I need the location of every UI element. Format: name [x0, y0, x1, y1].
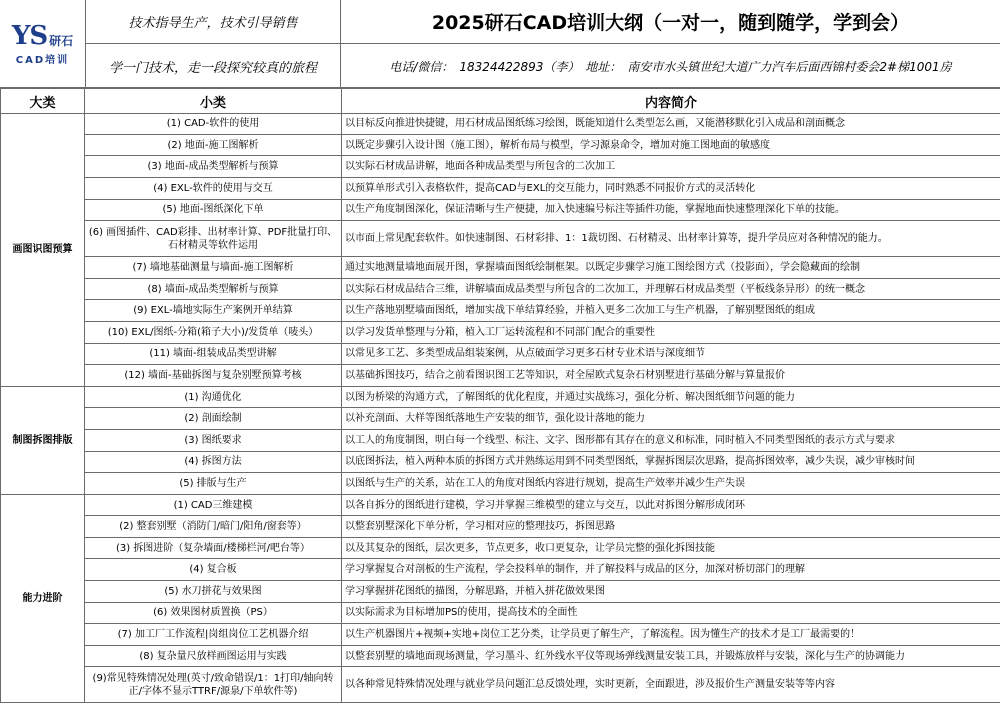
subcategory-cell: (9) EXL-墙地实际生产案例开单结算	[85, 300, 342, 322]
description-cell: 以实际石材成品结合三维，讲解墙面成品类型与所包含的二次加工，并理解石材成品类型（平板线条异形）的统一概念	[342, 278, 1000, 300]
table-row	[1, 581, 1000, 603]
table-row	[1, 451, 1000, 473]
table-row	[1, 300, 1000, 322]
table-row	[1, 278, 1000, 300]
table-row	[1, 645, 1000, 667]
subcategory-cell: (1) 沟通优化	[85, 386, 342, 408]
slogan-secondary: 学一门技术，走一段探究较真的旅程	[86, 44, 341, 88]
table-row	[1, 429, 1000, 451]
table-row	[1, 559, 1000, 581]
description-cell: 以各自拆分的图纸进行建模，学习并掌握三维模型的建立与交互，以此对拆图分解形成闭环	[342, 494, 1000, 516]
table-row	[1, 343, 1000, 365]
table-row	[1, 624, 1000, 646]
description-cell: 以预算单形式引入表格软件，提高CAD与EXL的交互能力，同时熟悉不同报价方式的灵活转化	[342, 177, 1000, 199]
table-row	[1, 134, 1000, 156]
table-row	[1, 199, 1000, 221]
description-cell: 学习掌握复合对剖板的生产流程，学会投料单的制作，并了解投料与成品的区分，加深对桥切部门的理解	[342, 559, 1000, 581]
description-cell: 以及其复杂的图纸，层次更多，节点更多，收口更复杂，让学员完整的强化拆图技能	[342, 537, 1000, 559]
description-cell: 学习掌握拼花图纸的描图，分解思路，并植入拼花做效果图	[342, 581, 1000, 603]
subcategory-cell: (1) CAD三维建模	[85, 494, 342, 516]
contact-label: 电话/微信：	[389, 58, 453, 75]
subcategory-cell: (7) 墙地基础测量与墙面-施工图解析	[85, 257, 342, 279]
description-cell: 以目标反向推进快捷键，用石材成品图纸练习绘图，既能知道什么类型怎么画，又能潜移默化引入成品和剖面概念	[342, 114, 1000, 135]
address: 南安市水头镇世纪大道广力汽车后面西锦村委会2#梯1001房	[627, 58, 951, 75]
description-cell: 以各种常见特殊情况处理与就业学员问题汇总反馈处理，实时更新，全面跟进，涉及报价生产测量安装等等内容	[342, 667, 1000, 703]
logo	[0, 0, 86, 88]
contact-line	[341, 44, 1000, 88]
description-cell: 以生产角度制图深化，保证清晰与生产便捷，加入快速编号标注等插件功能，掌握地面快速整理深化下单的技能。	[342, 199, 1000, 221]
subcategory-cell: (2) 地面-施工图解析	[85, 134, 342, 156]
category-cell: 制图拆图排版	[1, 386, 85, 494]
description-cell: 以图为桥梁的沟通方式，了解图纸的优化程度，并通过实战练习，强化分析、解决图纸细节问题的能力	[342, 386, 1000, 408]
subcategory-cell: (3) 地面-成品类型解析与预算	[85, 156, 342, 178]
description-cell: 以补充剖面、大样等图纸落地生产安装的细节，强化设计落地的能力	[342, 408, 1000, 430]
subcategory-cell: (10) EXL/图纸-分箱(箱子大小)/发货单（唛头）	[85, 321, 342, 343]
subcategory-cell: (8) 墙面-成品类型解析与预算	[85, 278, 342, 300]
table-row	[1, 516, 1000, 538]
description-cell: 以底图拆法，植入两种本质的拆图方式并熟练运用到不同类型图纸，掌握拆图层次思路，提高拆图效率，减少失误，减少审核时间	[342, 451, 1000, 473]
table-row	[1, 602, 1000, 624]
table-row	[1, 537, 1000, 559]
subcategory-cell: (2) 剖面绘制	[85, 408, 342, 430]
subcategory-cell: (3) 拆图进阶（复杂墙面/楼梯栏河/吧台等）	[85, 537, 342, 559]
subcategory-cell: (7) 加工厂工作流程|岗组岗位工艺机器介绍	[85, 624, 342, 646]
description-cell: 以实际石材成品讲解，地面各种成品类型与所包含的二次加工	[342, 156, 1000, 178]
logo-mark-small: 研石	[49, 35, 73, 47]
table-row	[1, 386, 1000, 408]
subcategory-cell: (6) 效果图材质置换（PS）	[85, 602, 342, 624]
subcategory-cell: (5) 水刀拼花与效果图	[85, 581, 342, 603]
subcategory-cell: (8) 复杂量尺放样画图运用与实践	[85, 645, 342, 667]
contact-phone: 18324422893（李）	[459, 58, 579, 75]
table-row	[1, 321, 1000, 343]
description-cell: 以生产落地别墅墙面图纸，增加实战下单结算经验，并植入更多二次加工与生产机器，了解别墅图纸的组成	[342, 300, 1000, 322]
table-row	[1, 221, 1000, 257]
address-label: 地址：	[585, 58, 621, 75]
subcategory-cell: (9)常见特殊情况处理(英寸/致命错误/1：1打印/轴向转正/字体不显示TTRF/源泉/下单软件等)	[85, 667, 342, 703]
description-cell: 以基础拆图技巧，结合之前看图识图工艺等知识，对全屋欧式复杂石材别墅进行基础分解与算量报价	[342, 365, 1000, 387]
description-cell: 以常见多工艺、多类型成品组装案例，从点破面学习更多石材专业术语与深度细节	[342, 343, 1000, 365]
description-cell: 通过实地测量墙地面展开图，掌握墙面图纸绘制框架。以既定步骤学习施工图绘图方式（投影面），学会隐藏面的绘制	[342, 257, 1000, 279]
header-description: 内容简介	[342, 89, 1000, 114]
slogan-primary: 技术指导生产，技术引导销售	[86, 0, 341, 44]
description-cell: 以市面上常见配套软件。如快速制图、石材彩排、1：1裁切图、石材精灵、出材率计算等，提升学员应对各种情况的能力。	[342, 221, 1000, 257]
category-cell: 能力进阶	[1, 494, 85, 703]
table-row	[1, 257, 1000, 279]
header	[0, 0, 1000, 88]
subcategory-cell: (11) 墙面-组装成品类型讲解	[85, 343, 342, 365]
outline-body	[1, 114, 1000, 703]
description-cell: 以工人的角度制图，明白每一个线型、标注、文字、图形都有其存在的意义和标准，同时植入不同类型图纸的表示方式与要求	[342, 429, 1000, 451]
table-row	[1, 473, 1000, 495]
subcategory-cell: (1) CAD-软件的使用	[85, 114, 342, 135]
table-row	[1, 156, 1000, 178]
outline-table	[0, 88, 1000, 703]
table-row	[1, 494, 1000, 516]
subcategory-cell: (6) 画图插件、CAD彩排、出材率计算、PDF批量打印、石材精灵等软件运用	[85, 221, 342, 257]
table-header-row	[1, 89, 1000, 114]
header-subcategory: 小类	[85, 89, 342, 114]
subcategory-cell: (5) 地面-图纸深化下单	[85, 199, 342, 221]
table-row	[1, 114, 1000, 135]
table-row	[1, 408, 1000, 430]
description-cell: 以实际需求为目标增加PS的使用，提高技术的全面性	[342, 602, 1000, 624]
subcategory-cell: (4) 复合板	[85, 559, 342, 581]
subcategory-cell: (4) 拆图方法	[85, 451, 342, 473]
description-cell: 以图纸与生产的关系，站在工人的角度对图纸内容进行规划，提高生产效率并减少生产失误	[342, 473, 1000, 495]
description-cell: 以整套别墅的墙地面现场测量，学习墨斗、红外线水平仪等现场弹线测量安装工具，并锻炼放样与安装，深化与生产的协调能力	[342, 645, 1000, 667]
description-cell: 以既定步骤引入设计图（施工图），解析布局与模型，学习源泉命令，增加对施工图地面的敏感度	[342, 134, 1000, 156]
subcategory-cell: (12) 墙面-基础拆图与复杂别墅预算考核	[85, 365, 342, 387]
table-row	[1, 365, 1000, 387]
table-row	[1, 177, 1000, 199]
subcategory-cell: (2) 整套别墅（消防门/暗门/阳角/窗套等）	[85, 516, 342, 538]
logo-mark: YS	[12, 23, 47, 49]
header-category: 大类	[1, 89, 85, 114]
description-cell: 以生产机器图片+视频+实地+岗位工艺分类，让学员更了解生产，了解流程。因为懂生产的技术才是工厂最需要的！	[342, 624, 1000, 646]
subcategory-cell: (5) 排版与生产	[85, 473, 342, 495]
subcategory-cell: (3) 图纸要求	[85, 429, 342, 451]
subcategory-cell: (4) EXL-软件的使用与交互	[85, 177, 342, 199]
page-title: 2025研石CAD培训大纲（一对一，随到随学，学到会）	[341, 0, 1000, 44]
description-cell: 以学习发货单整理与分箱，植入工厂运转流程和不同部门配合的重要性	[342, 321, 1000, 343]
logo-subtitle: CAD培训	[16, 51, 69, 66]
description-cell: 以整套别墅深化下单分析，学习相对应的整理技巧，拆图思路	[342, 516, 1000, 538]
category-cell: 画图识图预算	[1, 114, 85, 387]
